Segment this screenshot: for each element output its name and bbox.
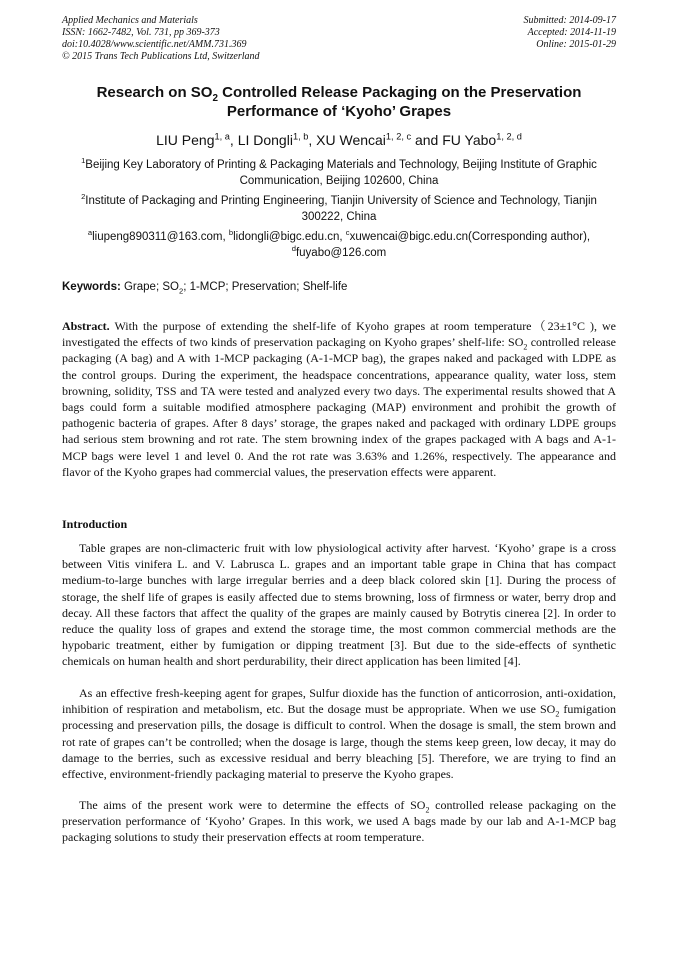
abstract-label: Abstract. [62, 319, 110, 333]
keywords-label: Keywords: [62, 281, 121, 293]
email-a: liupeng890311@163.com, [92, 231, 229, 243]
author-name: LI Dongli [237, 132, 293, 148]
affiliation-2: $^2$Institute of Packaging and Printing Engineering, Tianjin University of Science and Technology, Tianjin 300222, China [81, 192, 597, 223]
author-emails: $^a$liupeng890311@163.com, $^b$lidongli@bigc.edu.cn, $^c$xuwencai@bigc.edu.cn(Corresponding author), $^d$fuyabo@126.com [87, 228, 591, 259]
doi-line: doi:10.4028/www.scientific.net/AMM.731.369 [62, 39, 247, 50]
author-name: XU Wencai [316, 132, 386, 148]
author-name: FU Yabo [442, 132, 497, 148]
journal-header [62, 15, 260, 63]
intro-paragraph-2: As an effective fresh-keeping agent for grapes, Sulfur dioxide has the function of anticorrosion, anti-oxidation, inhibition of respiration and metabolism, etc. But the dosage must be appropriate. When we use $SO_2$ fumigation processing and preservation pills, the dosage is difficult to control. When the dosage is small, the stem brown and rot rate of grapes can’t be controlled; when the dosage is large, though the stems keep green, low decay, it may do damage to the berries, such as excessive residual and berry bleaching [5]. Therefore, we are trying to find an effective, environment-friendly packaging material to preserve the Kyoho grapes. [62, 686, 616, 782]
copyright-line: © 2015 Trans Tech Publications Ltd, Switzerland [62, 51, 260, 62]
intro-paragraph-1: Table grapes are non-climacteric fruit with low physiological activity after harvest. ‘Kyoho’ grape is a cross between Vitis vinifera L. and V. Labrusca L. grapes and an important table grape in China that has compact medium-to-large bunches with large irregular berries and a deep black colored skin [1]. During the process of storage, the shelf life of grapes is easily affected due to stems browning, loss of firmness or water, berry drop and decay. All these factors that affect the quality of the grapes are mainly caused by Botrytis cinerea [2]. In order to reduce the quality loss of grapes and extend the storage time, the most common commercial methods are the hypobaric treatment, either by fumigation or dipping treatment [3]. But due to the side-effects of synthetic chemicals on human health and short perdurability, their direct application has been limited [4]. [62, 541, 616, 669]
author-list: LIU Peng$^{1, a}$, LI Dongli$^{1, b}$, XU Wencai$^{1, 2, c}$ and FU Yabo$^{1, 2, d}$ [156, 131, 522, 148]
intro-paragraph-3: The aims of the present work were to determine the effects of $SO_2$ controlled release packaging on the preservation performance of ‘Kyoho’ Grapes. In this work, we used A bags made by our lab and A-1-MCP bag packaging solutions to study their preservation effects at room temperature. [62, 798, 616, 845]
accepted-date: Accepted: 2014-11-19 [527, 27, 616, 38]
affiliation-1: $^1$Beijing Key Laboratory of Printing & Packaging Materials and Technology, Beijing Institute of Graphic Communication, Beijing 102600, China [81, 156, 597, 187]
introduction-heading: Introduction [62, 517, 128, 531]
keywords: Keywords: Grape; $SO_2$; 1-MCP; Preservation; Shelf-life [62, 281, 348, 296]
issn-line: ISSN: 1662-7482, Vol. 731, pp 369-373 [62, 27, 220, 38]
author-name: LIU Peng [156, 132, 215, 148]
abstract: Abstract. With the purpose of extending the shelf-life of Kyoho grapes at room temperature（23±1°C ), we investigated the effects of two kinds of preservation packaging on Kyoho grapes’ shelf-life: $SO_2$ controlled release packaging (A bag) and A with 1-MCP packaging (A-1-MCP bag), the grapes naked and packaged with LDPE as the control groups. During the experiment, the headspace concentrations, appearance quality, water loss, stem browning, solidity, TSS and TA were tested and analyzed every two days. The experimental results showed that A bags could form a suitable modified atmosphere packaging (MAP) environment and prohibit the growth of pathogenic bacteria of grapes. After 8 days’ storage, the grapes naked and packaged with ordinary LDPE groups had serious stem browning and rot rate. The stem browning index of the grapes packaged with A bags and A-1-MCP bags were level 1 and level 0. And the rot rate was 3.63% and 1.26%, respectively. The appearance and flavor of the Kyoho grapes had commercial values, the preservation effects were apparent. [62, 319, 616, 479]
email-b: lidongli@bigc.edu.cn, [233, 231, 346, 243]
journal-name: Applied Mechanics and Materials [62, 15, 198, 26]
paper-title: Research on $SO_2$ Controlled Release Packaging on the Preservation Performance of ‘Kyoho’ Grapes [96, 84, 582, 120]
email-c: xuwencai@bigc.edu.cn(Corresponding author), [349, 231, 591, 243]
online-date: Online: 2015-01-29 [536, 39, 616, 50]
submitted-date: Submitted: 2014-09-17 [523, 15, 616, 26]
dates-header [524, 15, 617, 51]
email-d: fuyabo@126.com [295, 247, 387, 259]
